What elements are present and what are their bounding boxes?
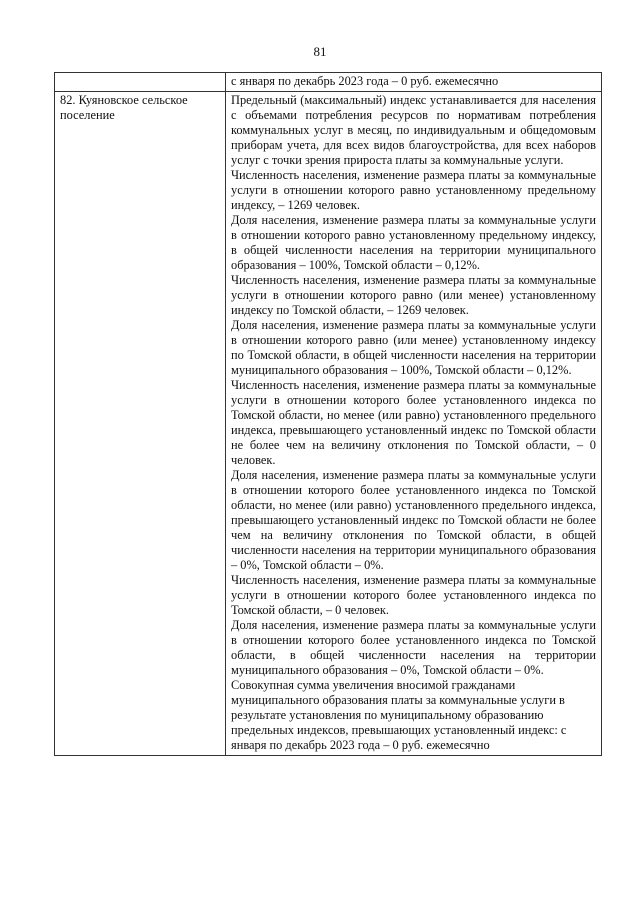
municipality-cell: [55, 73, 226, 92]
paragraph: Численность населения, изменение размера платы за коммунальные услуги в отношении которого равно установленному предельному индексу, – 1269 человек.: [231, 168, 596, 212]
paragraph: Предельный (максимальный) индекс устанавливается для населения с объемами потребления ресурсов по нормативам потребления коммунальных услуг в месяц, по индивидуальным и общедомовым приборам учета, для всех видов благоустройства, для всех наборов услуг с точки зрения прироста платы за коммунальные услуги.: [231, 93, 596, 167]
paragraph: Численность населения, изменение размера платы за коммунальные услуги в отношении которого равно (или менее) установленному индексу по Томской области, – 1269 человек.: [231, 273, 596, 317]
indices-table: [54, 72, 602, 756]
paragraph: Совокупная сумма увеличения вносимой гражданами муниципального образования платы за коммунальные услуги в результате установления по муниципальному образованию предельных индексов, превышающих установленный индекс: с января по декабрь 2023 года – 0 руб. ежемесячно: [231, 678, 567, 752]
description-cell: [226, 73, 602, 92]
paragraph: Доля населения, изменение размера платы за коммунальные услуги в отношении которого более установленного индекса по Томской области, в общей численности населения на территории муниципального образования – 0%, Томской области – 0%.: [231, 618, 596, 677]
paragraph: Доля населения, изменение размера платы за коммунальные услуги в отношении которого равно установленному предельному индексу, в общей численности населения на территории муниципального образования – 100%, Томской области – 0,12%.: [231, 213, 596, 272]
table-row: [55, 73, 602, 92]
paragraph: Численность населения, изменение размера платы за коммунальные услуги в отношении которого более установленного индекса по Томской области, – 0 человек.: [231, 573, 596, 617]
paragraph: Доля населения, изменение размера платы за коммунальные услуги в отношении которого равно (или менее) установленному индексу по Томской области, в общей численности населения на территории муниципального образования – 100%, Томской области – 0,12%.: [231, 318, 596, 377]
paragraph: Численность населения, изменение размера платы за коммунальные услуги в отношении которого более установленного индекса по Томской области, но менее (или равно) установленного предельного индекса, превышающего установленный индекс по Томской области не более чем на величину отклонения по Томской области, – 0 человек.: [231, 378, 596, 467]
paragraph: Доля населения, изменение размера платы за коммунальные услуги в отношении которого более установленного индекса по Томской области, но менее (или равно) установленного предельного индекса, превышающего установленный индекс по Томской области не более чем на величину отклонения по Томской области, в общей численности населения на территории муниципального образования – 0%, Томской области – 0%.: [231, 468, 596, 572]
paragraph: с января по декабрь 2023 года – 0 руб. ежемесячно: [231, 74, 499, 88]
table-row: [55, 92, 602, 756]
page-number: 81: [313, 44, 327, 59]
description-cell: [226, 92, 602, 756]
municipality-cell: 82. Куяновское сельское поселение: [55, 92, 226, 756]
